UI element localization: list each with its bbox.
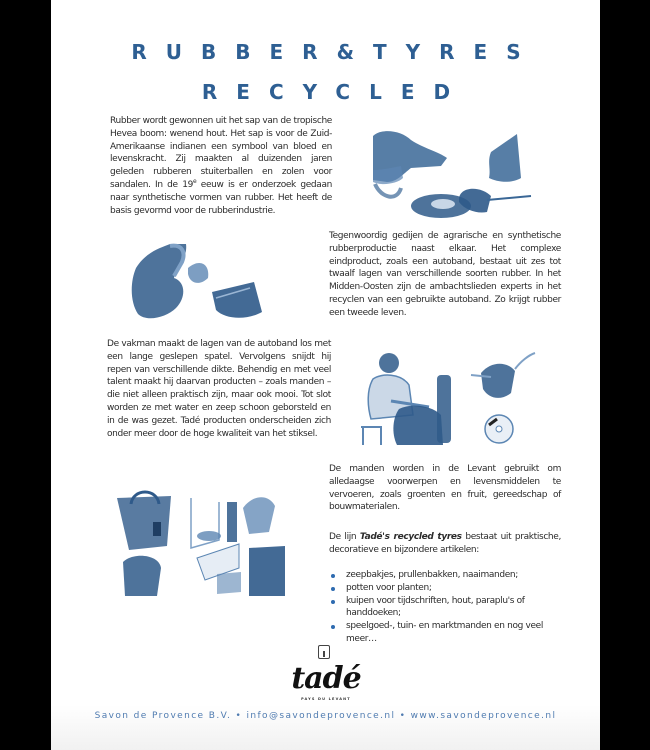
intro-paragraph: Rubber wordt gewonnen uit het sap van de tropische Hevea boom: wenend hout. Het sap is voor de Zuid-Amerikaanse indianen een symbool van bloed en levenskracht. Zij maakten al duizenden jaren geleden rubberen stuiterballen en zolen voor sandalen. In de 19e eeuw is er onderzoek gedaan naar synthetische vormen van rubber. Het heeft de basis gevormd voor de rubberindustrie. (110, 116, 332, 216)
list-item: zeepbakjes, prullenbakken, naaimanden; (329, 569, 561, 582)
title-line-1: RUBBER&TYRES (131, 40, 540, 64)
footer-contact: Savon de Provence B.V. • info@savondeprovence.nl • www.savondeprovence.nl (94, 711, 557, 721)
tade-logo: tadé (291, 661, 361, 696)
craftsman-illustration (351, 345, 551, 455)
levant-paragraph: De manden worden in de Levant gebruikt om alledaagse voorwerpen en levensmiddelen te vervoeren, zoals groenten en fruit, gereedschap of bouwmaterialen. (329, 464, 561, 513)
basket-products-illustration (109, 488, 299, 598)
product-list (329, 569, 561, 646)
production-paragraph: Tegenwoordig gedijen de agrarische en synthetische rubberproductie naast elkaar. Het complexe eindproduct, zoals een autoband, bestaat uit zes tot twaalf lagen van verschillende soorten rubber. In het Midden-Oosten zijn de ambachtslieden experts in het recyclen van een gebruikte autoband. Zo krijgt rubber een tweede leven. (329, 231, 561, 318)
list-item: potten voor planten; (329, 582, 561, 595)
small-box-icon (318, 645, 330, 659)
document-page (51, 0, 600, 750)
list-item: kuipen voor tijdschriften, hout, paraplu's of handdoeken; (329, 595, 561, 621)
list-item: speelgoed-, tuin- en marktmanden en nog veel meer… (329, 620, 561, 646)
rubber-strips-illustration (126, 238, 286, 333)
craftsman-paragraph: De vakman maakt de lagen van de autoband los met een lange geslepen spatel. Vervolgens snijdt hij repen van verschillende dikte. Behendig en met veel talent maakt hij daarvan producten – zoals manden – die niet alleen praktisch zijn, maar ook mooi. Tot slot worden ze met water en zeep schoon geborsteld en in de was gezet. Tadé producten onderscheiden zich onder meer door de hoge kwaliteit van het stiksel. (107, 339, 331, 439)
product-line-paragraph: De lijn Tadé's recycled tyres bestaat uit praktische, decoratieve en bijzondere artikelen: (329, 532, 561, 555)
logo-tagline: PAYS DU LEVANT (301, 697, 351, 701)
tyre-stacks-illustration (341, 122, 541, 222)
title-line-2: RECYCLED (201, 80, 470, 104)
product-line-name: Tadé's recycled tyres (359, 532, 462, 542)
